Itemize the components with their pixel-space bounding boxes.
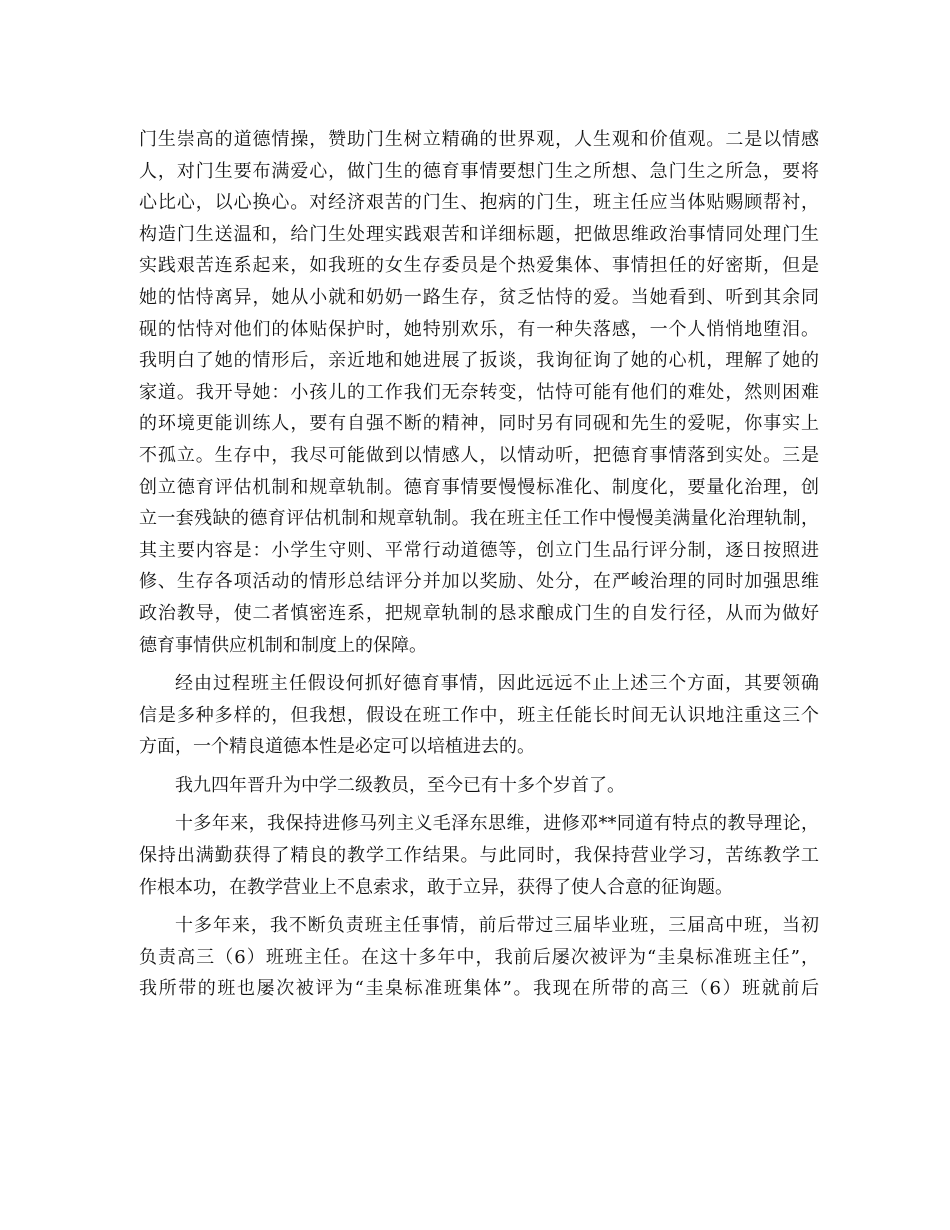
- paragraph: [139, 910, 819, 1005]
- text-line: 负责高三（6）班班主任。在这十多年中，我前后屡次被评为“圭臬标准班主任”，: [139, 946, 819, 968]
- paragraph-gap: [139, 661, 819, 668]
- text-line: 家道。我开导她：小孩儿的工作我们无奈转变，怙恃可能有他们的难处，然则困难: [139, 381, 819, 403]
- text-line: 十多年来，我保持进修马列主义毛泽东思维，进修邓**同道有特点的教导理论，: [175, 813, 819, 835]
- text-line: 其主要内容是：小学生守则、平常行动道德等，创立门生品行评分制，逐日按照进: [139, 539, 819, 561]
- text-line: 创立德育评估机制和规章轨制。德育事情要慢慢标准化、制度化，要量化治理，创: [139, 476, 819, 498]
- document-body: [139, 124, 819, 1005]
- text-line: 心比心，以心换心。对经济艰苦的门生、抱病的门生，班主任应当体贴赐顾帮衬，: [139, 192, 819, 214]
- paragraph-gap: [139, 763, 819, 770]
- text-line: 信是多种多样的，但我想，假设在班工作中，班主任能长时间无认识地注重这三个: [139, 704, 819, 726]
- text-line: 实践艰苦连系起来，如我班的女生存委员是个热爱集体、事情担任的好密斯，但是: [139, 255, 819, 277]
- text-line: 方面，一个精良道德本性是必定可以培植进去的。: [139, 736, 535, 758]
- text-line: 她的怙恃离异，她从小就和奶奶一路生存，贫乏怙恃的爱。当她看到、听到其余同: [139, 286, 819, 308]
- text-line: 修、生存各项活动的情形总结评分并加以奖励、处分，在严峻治理的同时加强思维: [139, 571, 819, 593]
- paragraph: [139, 808, 819, 903]
- text-line: 我所带的班也屡次被评为“圭臬标准班集体”。我现在所带的高三（6）班就前后: [139, 978, 819, 1000]
- text-line: 作根本功，在教学营业上不息索求，敢于立异，获得了使人合意的征询题。: [139, 876, 733, 898]
- text-line: 政治教导，使二者慎密连系，把规章轨制的恳求酿成门生的自发行径，从而为做好: [139, 602, 819, 624]
- text-line: 不孤立。生存中，我尽可能做到以情感人，以情动听，把德育事情落到实处。三是: [139, 444, 819, 466]
- text-line: 德育事情供应机制和制度上的保障。: [139, 634, 427, 656]
- text-line: 人，对门生要布满爱心，做门生的德育事情要想门生之所想、急门生之所急，要将: [139, 160, 819, 182]
- text-line: 保持出满勤获得了精良的教学工作结果。与此同时，我保持营业学习，苦练教学工: [139, 845, 819, 867]
- text-line: 的环境更能训练人，要有自强不断的精神，同时另有同砚和先生的爱呢，你事实上: [139, 413, 819, 435]
- text-line: 门生崇高的道德情操，赞助门生树立精确的世界观，人生观和价值观。二是以情感: [139, 129, 819, 150]
- text-line: 我明白了她的情形后，亲近地和她进展了扳谈，我询征询了她的心机，理解了她的: [139, 350, 819, 372]
- paragraph: [139, 770, 819, 802]
- text-line: 砚的怙恃对他们的体贴保护时，她特别欢乐，有一种失落感，一个人悄悄地堕泪。: [139, 318, 819, 340]
- paragraph-gap: [139, 801, 819, 808]
- paragraph: [139, 124, 819, 661]
- paragraph-gap: [139, 903, 819, 910]
- paragraph: [139, 668, 819, 763]
- text-line: 立一套残缺的德育评估机制和规章轨制。我在班主任工作中慢慢美满量化治理轨制，: [139, 508, 819, 530]
- text-line: 经由过程班主任假设何抓好德育事情，因此远远不止上述三个方面，其要领确: [175, 673, 819, 695]
- text-line: 十多年来，我不断负责班主任事情，前后带过三届毕业班，三届高中班，当初: [175, 915, 819, 937]
- text-line: 我九四年晋升为中学二级教员，至今已有十多个岁首了。: [175, 774, 625, 796]
- text-line: 构造门生送温和，给门生处理实践艰苦和详细标题，把做思维政治事情同处理门生: [139, 223, 819, 245]
